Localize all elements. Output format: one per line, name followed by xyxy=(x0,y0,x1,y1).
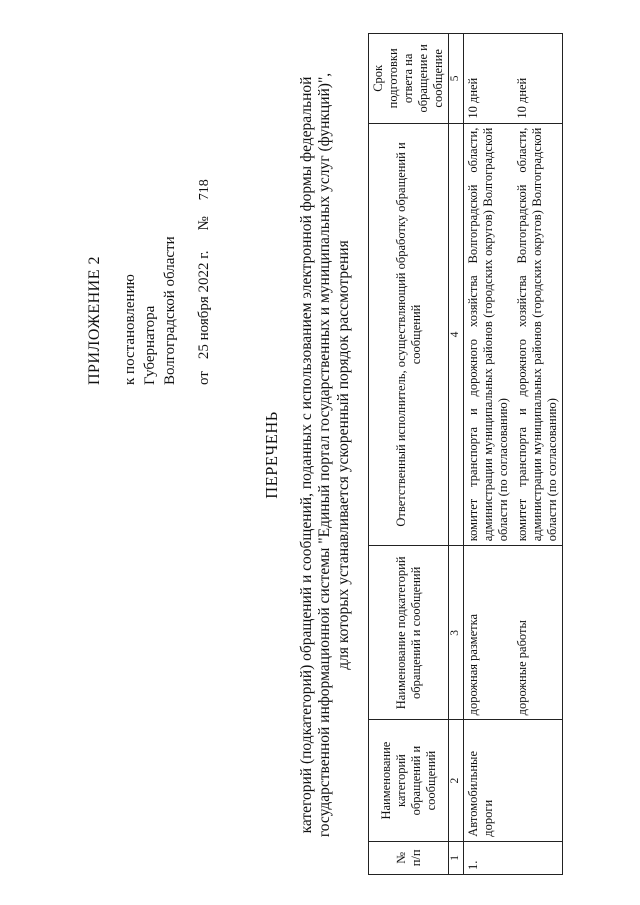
heading-line-2: государственной информационной системы "Единый портал государственных и муниципальных услуг (функций)", xyxy=(316,72,334,838)
header-term: Срок подготовки ответа на обращение и сообщение xyxy=(369,34,449,124)
appendix-line-2: Губернатора xyxy=(141,305,158,385)
document-heading xyxy=(262,45,354,865)
number-sign: № xyxy=(195,216,212,231)
table-row xyxy=(513,34,563,875)
column-index: 2 xyxy=(449,720,464,841)
table-row xyxy=(463,34,513,875)
row-executor: комитет транспорта и дорожного хозяйства Волгоградской области, администрации муниципальных районов (городских округов) Волгоградской области (по согласованию) xyxy=(513,123,563,546)
row-subcategory: дорожная разметка xyxy=(463,546,513,720)
categories-table xyxy=(368,33,563,875)
header-number: № п/п xyxy=(369,841,449,874)
appendix-title: ПРИЛОЖЕНИЕ 2 xyxy=(86,255,103,385)
decree-date-line xyxy=(195,45,215,385)
row-term: 10 дней xyxy=(513,34,563,124)
header-category: Наименование категорий обращений и сообщений xyxy=(369,720,449,841)
heading-line-1: категорий (подкатегорий) обращений и сообщений, поданных с использованием электронной формы федеральной xyxy=(297,76,315,834)
header-executor: Ответственный исполнитель, осуществляющий обработку обращений и сообщений xyxy=(369,123,449,546)
column-index: 4 xyxy=(449,123,464,546)
table-header-row xyxy=(369,34,449,875)
row-number: 1. xyxy=(463,841,513,874)
row-number xyxy=(513,841,563,874)
appendix-line-3: Волгоградской области xyxy=(161,236,178,385)
row-category: Автомобильные дороги xyxy=(463,720,513,841)
row-executor: комитет транспорта и дорожного хозяйства Волгоградской области, администрации муниципальных районов (городских округов) Волгоградской области (по согласованию) xyxy=(463,123,513,546)
heading-line-3: для которых устанавливается ускоренный порядок рассмотрения xyxy=(334,240,352,670)
row-subcategory: дорожные работы xyxy=(513,546,563,720)
appendix-block xyxy=(84,45,214,385)
appendix-line-1: к постановлению xyxy=(122,274,139,385)
column-index: 3 xyxy=(449,546,464,720)
column-index: 1 xyxy=(449,841,464,874)
decree-date: 25 ноября 2022 г. xyxy=(195,250,212,360)
column-index-row xyxy=(449,34,464,875)
heading-title: ПЕРЕЧЕНЬ xyxy=(262,411,281,499)
header-subcategory: Наименование подкатегорий обращений и сообщений xyxy=(369,546,449,720)
column-index: 5 xyxy=(449,34,464,124)
row-category xyxy=(513,720,563,841)
date-prefix: от xyxy=(195,371,212,385)
decree-number: 718 xyxy=(196,179,212,201)
row-term: 10 дней xyxy=(463,34,513,124)
